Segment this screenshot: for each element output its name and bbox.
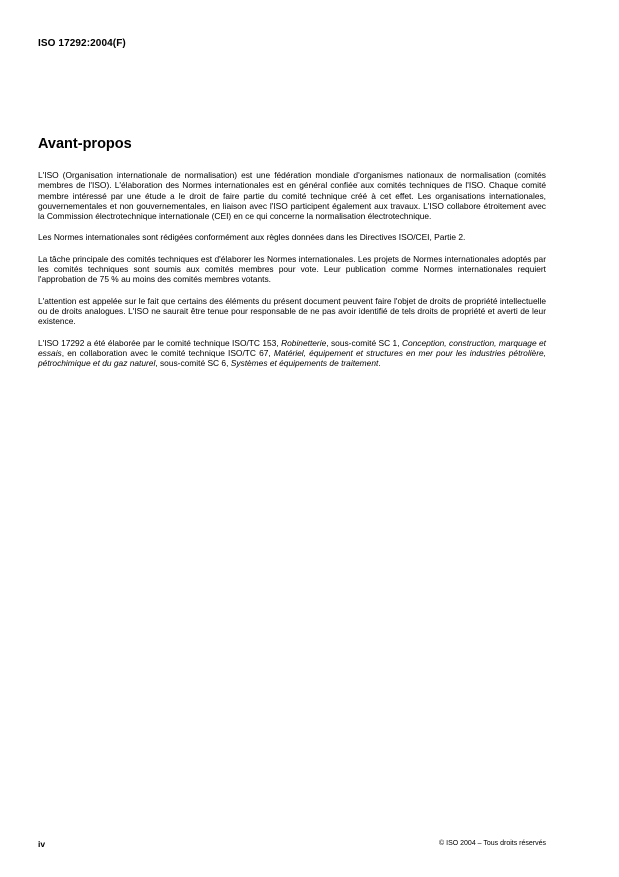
paragraph-patent-rights: L'attention est appelée sur le fait que certains des éléments du présent document peuvent faire l'objet de droits de propriété intellectuelle ou de droits analogues. L'ISO ne saurait être tenue pour responsable de ne pas avoir identifié de tels droits de propriété et averti de leur existence. <box>38 295 546 327</box>
paragraph-preparation <box>38 338 546 369</box>
paragraph-directives: Les Normes internationales sont rédigées conformément aux règles données dans les Directives ISO/CEI, Partie 2. <box>38 232 466 243</box>
copyright-notice: © ISO 2004 – Tous droits réservés <box>439 840 546 847</box>
foreword-body <box>38 170 546 379</box>
preparation-text-1: L'ISO 17292 a été élaborée par le comité technique ISO/TC 153, <box>38 337 282 348</box>
document-id-header: ISO 17292:2004(F) <box>38 38 126 49</box>
committee-title-robinetterie: Robinetterie <box>281 337 327 348</box>
paragraph-technical-committees: La tâche principale des comités techniques est d'élaborer les Normes internationales. Les projets de Normes internationales adoptés par les comités techniques sont soumis aux comités membres pour vote. Leur publication comme Normes internationales requiert l'approbation de 75 % au moins des comités membres votants. <box>38 253 546 285</box>
subcommittee-title-sc1: Conception, construction, marquage et essais <box>38 337 547 358</box>
preparation-text-4: , sous-comité SC 6, <box>155 358 231 369</box>
paragraph-iso-intro: L'ISO (Organisation internationale de normalisation) est une fédération mondiale d'organismes nationaux de normalisation (comités membres de l'ISO). L'élaboration des Normes internationales est en général confiée aux comités techniques de l'ISO. Chaque comité membre intéressé par une étude a le droit de faire partie du comité technique créé à cet effet. Les organisations internationales, gouvernementales et non gouvernementales, en liaison avec l'ISO participent également aux travaux. L'ISO collabore étroitement avec la Commission électrotechnique internationale (CEI) en ce qui concerne la normalisation électrotechnique. <box>38 170 546 222</box>
page-number: iv <box>38 839 46 849</box>
page-title: Avant-propos <box>38 136 132 152</box>
subcommittee-title-sc6: Systèmes et équipements de traitement <box>230 358 379 369</box>
preparation-text-3: , en collaboration avec le comité technique ISO/TC 67, <box>61 347 274 358</box>
committee-title-tc67: Matériel, équipement et structures en mer pour les industries pétrolière, pétrochimique et du gaz naturel <box>38 347 546 369</box>
preparation-text-5: . <box>378 358 381 369</box>
preparation-text-2: , sous-comité SC 1, <box>326 337 402 348</box>
